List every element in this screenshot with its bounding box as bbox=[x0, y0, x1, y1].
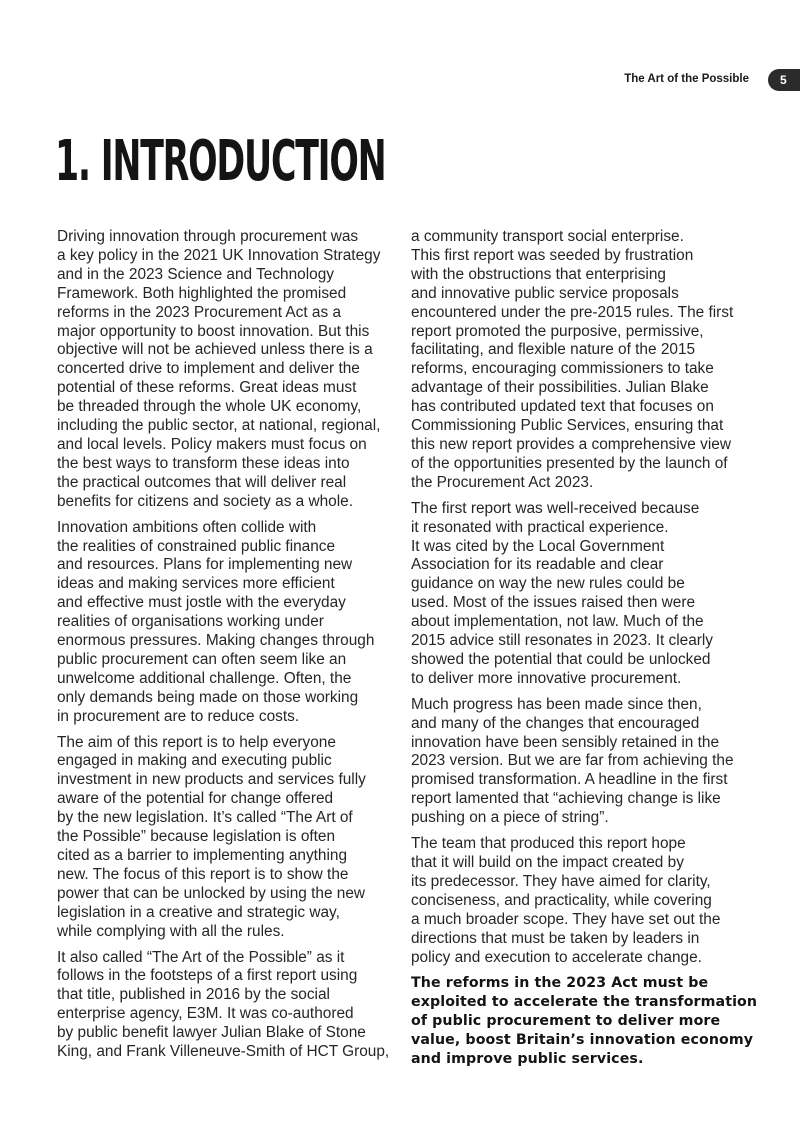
text-line: pushing on a piece of string”. bbox=[411, 809, 609, 827]
text-line: advantage of their possibilities. Julian Blake bbox=[411, 379, 709, 397]
running-header-title: The Art of the Possible bbox=[624, 73, 749, 85]
text-line: follows in the footsteps of a first report using bbox=[57, 967, 358, 985]
text-line: The first report was well-received because bbox=[411, 499, 700, 517]
text-line: realities of organisations working under bbox=[57, 613, 324, 631]
text-line: only demands being made on those working bbox=[57, 688, 359, 706]
text-line: potential of these reforms. Great ideas must bbox=[57, 379, 357, 397]
text-line: be threaded through the whole UK economy, bbox=[57, 398, 362, 416]
page-number-badge: 5 bbox=[768, 69, 800, 91]
body-paragraph bbox=[57, 228, 399, 512]
body-paragraph bbox=[411, 500, 756, 689]
text-line: its predecessor. They have aimed for clarity, bbox=[411, 872, 711, 890]
callout-line: exploited to accelerate the transformation bbox=[411, 994, 758, 1011]
text-line: legislation in a creative and strategic way, bbox=[57, 903, 340, 921]
text-line: has contributed updated text that focuses on bbox=[411, 398, 714, 416]
text-line: reforms in the 2023 Procurement Act as a bbox=[57, 303, 342, 321]
text-line: objective will not be achieved unless there is a bbox=[57, 341, 373, 359]
callout-line: of public procurement to deliver more bbox=[411, 1013, 721, 1030]
body-paragraph bbox=[411, 696, 756, 828]
text-line: and in the 2023 Science and Technology bbox=[57, 265, 334, 283]
text-line: innovation have been sensibly retained in the bbox=[411, 733, 720, 751]
text-line: aware of the potential for change offered bbox=[57, 790, 334, 808]
text-line: Commissioning Public Services, ensuring that bbox=[411, 417, 724, 435]
text-line: showed the potential that could be unlocked bbox=[411, 650, 711, 668]
text-line: in procurement are to reduce costs. bbox=[57, 707, 300, 725]
text-line: This first report was seeded by frustration bbox=[411, 246, 694, 264]
text-line: encountered under the pre-2015 rules. The first bbox=[411, 303, 734, 321]
body-paragraph bbox=[57, 949, 399, 1062]
text-line: engaged in making and executing public bbox=[57, 752, 332, 770]
text-line: Driving innovation through procurement was bbox=[57, 228, 359, 245]
text-line: new. The focus of this report is to show the bbox=[57, 865, 349, 883]
text-line: a key policy in the 2021 UK Innovation Strategy bbox=[57, 246, 381, 264]
text-line: and resources. Plans for implementing new bbox=[57, 556, 353, 574]
body-paragraph bbox=[57, 734, 399, 942]
text-line: The team that produced this report hope bbox=[411, 835, 686, 853]
text-line: conciseness, and practicality, while covering bbox=[411, 891, 712, 909]
text-line: it resonated with practical experience. bbox=[411, 518, 669, 536]
text-line: directions that must be taken by leaders in bbox=[411, 929, 700, 947]
text-line: It also called “The Art of the Possible” as it bbox=[57, 948, 345, 966]
text-line: about implementation, not law. Much of the bbox=[411, 613, 704, 631]
callout-line: The reforms in the 2023 Act must be bbox=[411, 975, 709, 992]
text-line: report promoted the purposive, permissive, bbox=[411, 322, 704, 340]
text-line: of the opportunities presented by the launch of bbox=[411, 454, 728, 472]
text-line: while complying with all the rules. bbox=[57, 922, 285, 940]
text-line: the practical outcomes that will deliver real bbox=[57, 473, 347, 491]
text-line: that it will build on the impact created by bbox=[411, 854, 684, 871]
text-line: the Possible” because legislation is often bbox=[57, 828, 336, 846]
callout-line: and improve public services. bbox=[411, 1051, 644, 1068]
text-line: King, and Frank Villeneuve-Smith of HCT Group, bbox=[57, 1043, 390, 1061]
text-line: investment in new products and services fully bbox=[57, 771, 366, 789]
text-line: a much broader scope. They have set out the bbox=[411, 910, 721, 928]
text-line: power that can be unlocked by using the new bbox=[57, 884, 366, 902]
text-line: 2023 version. But we are far from achieving the bbox=[411, 752, 734, 770]
text-line: enterprise agency, E3M. It was co-authored bbox=[57, 1005, 354, 1023]
text-line: that title, published in 2016 by the social bbox=[57, 986, 330, 1004]
text-line: and local levels. Policy makers must focus on bbox=[57, 435, 367, 453]
text-line: guidance on way the new rules could be bbox=[411, 575, 685, 593]
text-line: report lamented that “achieving change is like bbox=[411, 790, 721, 808]
text-line: and effective must jostle with the everyday bbox=[57, 594, 346, 612]
callout-quote bbox=[411, 974, 756, 1069]
text-line: with the obstructions that enterprising bbox=[411, 265, 666, 283]
text-line: and innovative public service proposals bbox=[411, 284, 679, 302]
left-text-column bbox=[57, 228, 399, 1069]
text-line: concerted drive to implement and deliver the bbox=[57, 360, 360, 378]
text-line: and many of the changes that encouraged bbox=[411, 714, 700, 732]
text-line: reforms, encouraging commissioners to take bbox=[411, 360, 714, 378]
text-line: a community transport social enterprise. bbox=[411, 228, 684, 245]
text-line: 2015 advice still resonates in 2023. It clearly bbox=[411, 632, 713, 650]
text-line: cited as a barrier to implementing anything bbox=[57, 847, 348, 864]
text-line: this new report provides a comprehensive view bbox=[411, 435, 731, 453]
text-line: including the public sector, at national, regional, bbox=[57, 417, 381, 435]
text-line: the Procurement Act 2023. bbox=[411, 473, 594, 491]
text-line: Association for its readable and clear bbox=[411, 556, 664, 574]
text-line: facilitating, and flexible nature of the 2015 bbox=[411, 341, 696, 359]
body-paragraph bbox=[411, 228, 756, 493]
body-paragraph bbox=[57, 519, 399, 727]
text-line: The aim of this report is to help everyone bbox=[57, 733, 336, 751]
text-line: the realities of constrained public finance bbox=[57, 537, 336, 555]
text-line: ideas and making services more efficient bbox=[57, 575, 335, 593]
text-line: the best ways to transform these ideas into bbox=[57, 454, 350, 472]
text-line: major opportunity to boost innovation. But this bbox=[57, 322, 370, 340]
text-line: Framework. Both highlighted the promised bbox=[57, 284, 347, 302]
right-text-column bbox=[411, 228, 756, 1076]
page-title: 1. INTRODUCTION bbox=[55, 129, 386, 194]
text-line: promised transformation. A headline in the first bbox=[411, 771, 728, 789]
text-line: by public benefit lawyer Julian Blake of Stone bbox=[57, 1024, 366, 1042]
text-line: policy and execution to accelerate change. bbox=[411, 948, 702, 966]
text-line: It was cited by the Local Government bbox=[411, 537, 665, 555]
text-line: enormous pressures. Making changes through bbox=[57, 632, 375, 650]
body-paragraph bbox=[411, 835, 756, 967]
text-line: by the new legislation. It’s called “The Art of bbox=[57, 809, 353, 827]
text-line: to deliver more innovative procurement. bbox=[411, 669, 682, 687]
text-line: Innovation ambitions often collide with bbox=[57, 518, 317, 536]
text-line: benefits for citizens and society as a whole. bbox=[57, 492, 353, 510]
text-line: Much progress has been made since then, bbox=[411, 695, 702, 713]
text-line: unwelcome additional challenge. Often, the bbox=[57, 669, 352, 687]
callout-line: value, boost Britain’s innovation economy bbox=[411, 1032, 754, 1049]
text-line: public procurement can often seem like an bbox=[57, 650, 347, 668]
text-line: used. Most of the issues raised then were bbox=[411, 594, 696, 612]
